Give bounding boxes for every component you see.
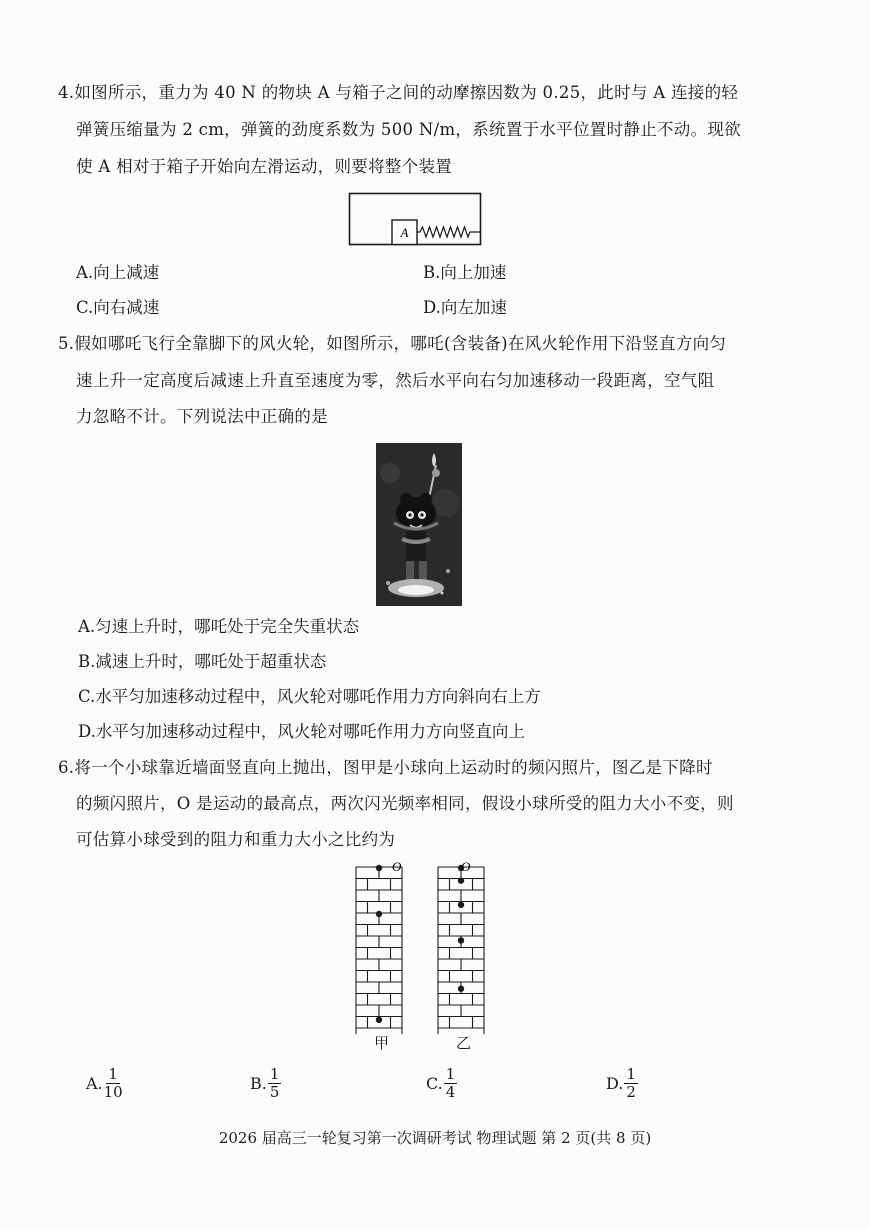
q6-option-d [606,1066,638,1101]
q5-stem-line-3: 力忽略不计。下列说法中正确的是 [76,407,328,426]
q6-option-a-numerator: 1 [108,1065,118,1083]
nezha-photo [376,443,462,606]
q5-stem-line-1: 5.假如哪吒飞行全靠脚下的风火轮，如图所示，哪吒(含装备)在风火轮作用下沿竖直方向匀 [58,334,727,353]
q4-stem-line-1: 4.如图所示，重力为 40 N 的物块 A 与箱子之间的动摩擦因数为 0.25，此时与 A 连接的轻 [58,83,739,102]
point-o-label-jia: O [392,859,402,874]
q4-option-d: D.向左加速 [423,298,507,317]
yi-ball [458,902,464,908]
strobe-diagrams [350,855,495,1035]
q6-stem-line-1: 6.将一个小球靠近墙面竖直向上抛出，图甲是小球向上运动时的频闪照片，图乙是下降时 [58,758,713,777]
q6-stem-line-2: 的频闪照片，O 是运动的最高点，两次闪光频率相同，假设小球所受的阻力大小不变，则 [76,794,734,813]
q6-option-d-numerator: 1 [626,1065,636,1083]
q4-option-c: C.向右减速 [76,298,160,317]
yi-ball [458,877,464,883]
q6-option-a-denominator: 10 [103,1083,123,1101]
q6-option-a-label: A. [86,1074,103,1093]
jia-ball [376,865,382,871]
q6-option-c [426,1066,457,1101]
yi-ball [458,937,464,943]
q6-option-c-numerator: 1 [445,1065,456,1083]
q6-option-b-denominator: 5 [269,1083,280,1101]
q5-option-a: A.匀速上升时，哪吒处于完全失重状态 [78,617,360,636]
q6-option-b [250,1066,281,1101]
point-o-label-yi: O [461,859,471,874]
q6-option-c-denominator: 4 [445,1083,456,1101]
q6-option-b-label: B. [250,1074,267,1093]
q6-stem-line-3: 可估算小球受到的阻力和重力大小之比约为 [76,830,396,849]
q5-option-b: B.减速上升时，哪吒处于超重状态 [78,652,327,671]
q6-option-b-numerator: 1 [269,1065,280,1083]
q6-option-c-label: C. [426,1074,443,1093]
q6-option-d-denominator: 2 [626,1083,636,1101]
q5-stem-line-2: 速上升一定高度后减速上升直至速度为零，然后水平向右匀加速移动一段距离，空气阻 [76,371,715,390]
jia-ball [376,1017,382,1023]
q4-option-a: A.向上减速 [76,263,160,282]
q4-stem-line-2: 弹簧压缩量为 2 cm，弹簧的劲度系数为 500 N/m，系统置于水平位置时静止不动。现欲 [76,120,741,139]
caption-yi: 乙 [456,1034,472,1052]
page-footer: 2026 届高三一轮复习第一次调研考试 物理试题 第 2 页(共 8 页) [218,1129,652,1147]
yi-ball [458,986,464,992]
q5-option-c: C.水平匀加速移动过程中，风火轮对哪吒作用力方向斜向右上方 [78,687,541,706]
q4-stem-line-3: 使 A 相对于箱子开始向左滑运动，则要将整个装置 [76,157,453,176]
q4-option-b: B.向上加速 [423,263,507,282]
box-spring-diagram [348,192,484,248]
q5-option-d: D.水平匀加速移动过程中，风火轮对哪吒作用力方向竖直向上 [78,722,525,741]
jia-ball [376,911,382,917]
q6-option-a [86,1066,123,1101]
spring [417,227,481,237]
nezha-figure [376,443,462,606]
block-a-label: A [400,225,409,240]
wall-yi [438,865,484,1034]
q6-option-d-label: D. [606,1074,624,1093]
caption-jia: 甲 [374,1034,390,1052]
wall-jia [356,865,402,1034]
